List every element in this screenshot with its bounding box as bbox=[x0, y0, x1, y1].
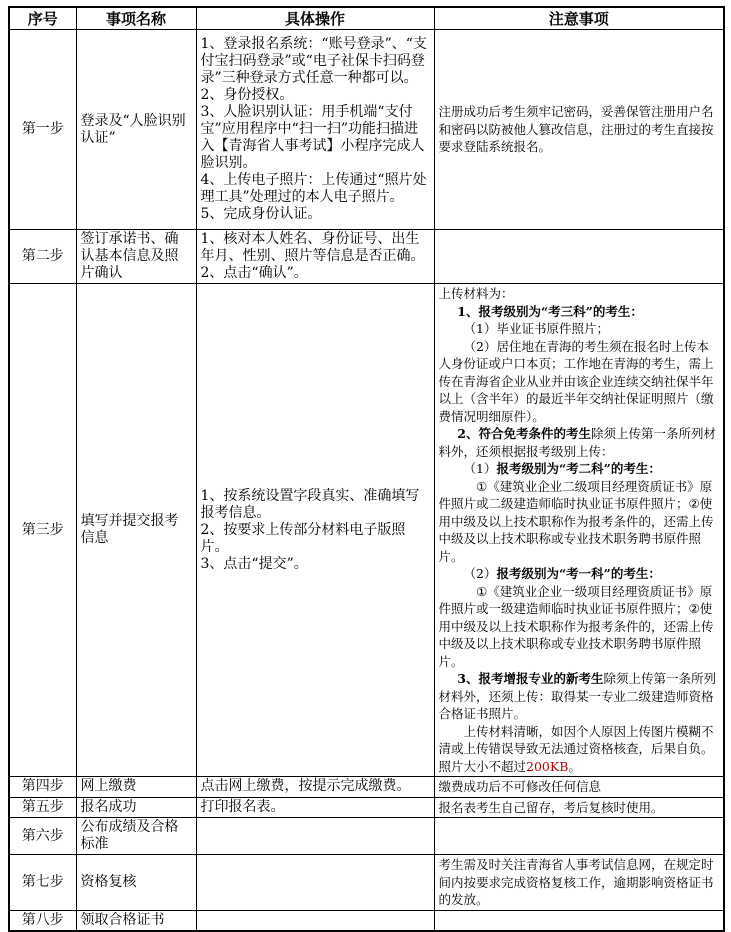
step-cell: 第八步 bbox=[9, 910, 76, 931]
note-text-segment: 考生需及时关注青海省人事考试信息网，在规定时间内按要求完成资格复核工作，逾期影响资格证书的发放。 bbox=[438, 857, 714, 907]
note-paragraph bbox=[439, 856, 720, 909]
table-row bbox=[9, 910, 724, 931]
note-text-segment: 除须上传第一条所列材料外，还须上传：取得某一专业二级建造师资格合格证书照片。 bbox=[438, 671, 716, 721]
note-text-segment: 上传材料为： bbox=[438, 286, 514, 301]
note-text-segment: 注册成功后考生须牢记密码，妥善保管注册用户名和密码以防被他人篡改信息，注册过的考生直接按要求登陆系统报名。 bbox=[438, 104, 714, 155]
item-name-cell: 签订承诺书、确认基本信息及照片确认 bbox=[76, 230, 196, 284]
item-name-cell: 领取合格证书 bbox=[76, 910, 196, 931]
table-row bbox=[9, 777, 724, 798]
operations-cell bbox=[196, 284, 434, 777]
note-paragraph bbox=[439, 778, 720, 796]
note-red-segment: 200KB bbox=[526, 758, 569, 774]
note-paragraph bbox=[439, 425, 720, 460]
note-text-segment: （1）毕业证书原件照片； bbox=[463, 321, 609, 336]
column-header-item-name: 事项名称 bbox=[76, 7, 196, 30]
operations-cell bbox=[196, 30, 434, 230]
table-header-row bbox=[9, 7, 724, 30]
note-text-segment: （2）居住地在青海的考生须在报名时上传本人身份证或户口本页；工作地在青海的考生，需上传在青海省企业从业并由该企业连续交纳社保半年以上（含半年）的最近半年交纳社保证明照片（缴费情况明细原件）。 bbox=[438, 338, 714, 424]
operation-line: 3、人脸识别认证：用手机端“支付宝”应用程序中“扫一扫”功能扫描进入【青海省人事考试】小程序完成人脸识别。 bbox=[200, 104, 425, 171]
step-cell: 第四步 bbox=[9, 777, 76, 798]
operation-line: 3、点击“提交”。 bbox=[200, 555, 308, 572]
notes-cell bbox=[434, 797, 724, 818]
operations-cell bbox=[196, 910, 434, 931]
registration-steps-table bbox=[8, 6, 725, 932]
notes-cell bbox=[434, 777, 724, 798]
column-header-operations: 具体操作 bbox=[196, 7, 434, 30]
notes-cell bbox=[434, 855, 724, 911]
note-paragraph bbox=[439, 478, 720, 566]
note-bold-segment: 报考级别为“考二科”的考生： bbox=[496, 461, 661, 476]
item-name-cell: 网上缴费 bbox=[76, 777, 196, 798]
operations-cell bbox=[196, 818, 434, 855]
note-text-segment: 。 bbox=[568, 758, 581, 774]
note-bold-segment: 1、报考级别为“考三科”的考生： bbox=[457, 303, 643, 319]
operation-line: 2、点击“确认”。 bbox=[200, 265, 308, 281]
operation-line: 1、核对本人姓名、身份证号、出生年月、性别、照片等信息是否正确。 bbox=[200, 231, 425, 264]
step-cell: 第六步 bbox=[9, 818, 76, 855]
note-text-segment: （1） bbox=[463, 461, 497, 476]
step-cell: 第三步 bbox=[9, 284, 76, 777]
note-bold-segment: 报考级别为“考一科”的考生： bbox=[496, 566, 661, 581]
operations-cell bbox=[196, 797, 434, 818]
operation-line: 打印报名表。 bbox=[200, 798, 285, 815]
table-row bbox=[9, 30, 724, 230]
step-cell: 第五步 bbox=[9, 797, 76, 818]
note-text-segment: 缴费成功后不可修改任何信息 bbox=[438, 779, 602, 794]
step-cell: 第二步 bbox=[9, 230, 76, 284]
table-row bbox=[9, 797, 724, 818]
step-cell: 第一步 bbox=[9, 30, 76, 230]
operations-cell bbox=[196, 230, 434, 284]
item-name-cell: 登录及“人脸识别认证” bbox=[76, 30, 196, 230]
note-paragraph bbox=[439, 338, 720, 426]
note-bold-segment: 2、符合免考条件的考生 bbox=[457, 426, 591, 441]
step-cell: 第七步 bbox=[9, 855, 76, 911]
note-paragraph bbox=[439, 460, 720, 478]
note-paragraph bbox=[439, 303, 720, 321]
operations-cell bbox=[196, 777, 434, 798]
note-paragraph bbox=[439, 583, 720, 671]
notes-cell bbox=[434, 230, 724, 284]
notes-cell bbox=[434, 818, 724, 855]
operation-line: 4、上传电子照片：上传通过“照片处理工具”处理过的本人电子照片。 bbox=[200, 172, 427, 205]
item-name-cell: 填写并提交报考信息 bbox=[76, 284, 196, 777]
item-name-cell: 报名成功 bbox=[76, 797, 196, 818]
notes-cell bbox=[434, 30, 724, 230]
note-paragraph bbox=[439, 723, 720, 776]
operation-line: 1、按系统设置字段真实、准确填写报考信息。 bbox=[200, 487, 420, 521]
table-row bbox=[9, 230, 724, 284]
note-text-segment: 上传材料清晰，如因个人原因上传图片模糊不清或上传错误导致无法通过资格核查，后果自负。照片大小不超过 bbox=[438, 723, 714, 774]
operation-line: 2、按要求上传部分材料电子版照片。 bbox=[200, 521, 406, 555]
table-row bbox=[9, 284, 724, 777]
operation-line: 1、登录报名系统：“账号登录”、“支付宝扫码登录”或“电子社保卡扫码登录”三种登录方式任意一种都可以。 bbox=[200, 36, 427, 86]
note-paragraph bbox=[439, 565, 720, 583]
note-text-segment: ①《建筑业企业二级项目经理资质证书》原件照片或二级建造师临时执业证书原件照片；②使用中级及以上技术职称作为报考条件的，还需上传中级及以上技术职称或专业技术职务聘书原件照片。 bbox=[438, 478, 714, 564]
item-name-cell: 公布成绩及合格标准 bbox=[76, 818, 196, 855]
note-bold-segment: 3、报考增报专业的新考生 bbox=[457, 671, 604, 686]
table-row bbox=[9, 855, 724, 911]
item-name-cell: 资格复核 bbox=[76, 855, 196, 911]
note-paragraph bbox=[439, 799, 720, 817]
note-paragraph bbox=[439, 285, 720, 303]
column-header-notes: 注意事项 bbox=[434, 7, 724, 30]
column-header-step-number: 序号 bbox=[9, 7, 76, 30]
operations-cell bbox=[196, 855, 434, 911]
note-text-segment: ①《建筑业企业一级项目经理资质证书》原件照片或一级建造师临时执业证书原件照片；②使用中级及以上技术职称作为报考条件的，还需上传中级及以上技术职称或专业技术职务聘书原件照片。 bbox=[438, 583, 714, 669]
table-body bbox=[9, 30, 724, 931]
note-text-segment: （2） bbox=[463, 566, 497, 581]
note-paragraph bbox=[439, 320, 720, 338]
operation-line: 2、身份授权。 bbox=[200, 87, 294, 103]
note-paragraph bbox=[439, 670, 720, 723]
note-text-segment: 除须上传第一条所列材料外，还须根据报考级别上传： bbox=[438, 426, 716, 459]
notes-cell bbox=[434, 284, 724, 777]
notes-cell bbox=[434, 910, 724, 931]
note-paragraph bbox=[439, 103, 720, 156]
note-text-segment: 报名表考生自己留存，考后复核时使用。 bbox=[438, 799, 664, 815]
table-row bbox=[9, 818, 724, 855]
operation-line: 5、完成身份认证。 bbox=[200, 206, 322, 222]
operation-line: 点击网上缴费，按提示完成缴费。 bbox=[200, 778, 411, 795]
